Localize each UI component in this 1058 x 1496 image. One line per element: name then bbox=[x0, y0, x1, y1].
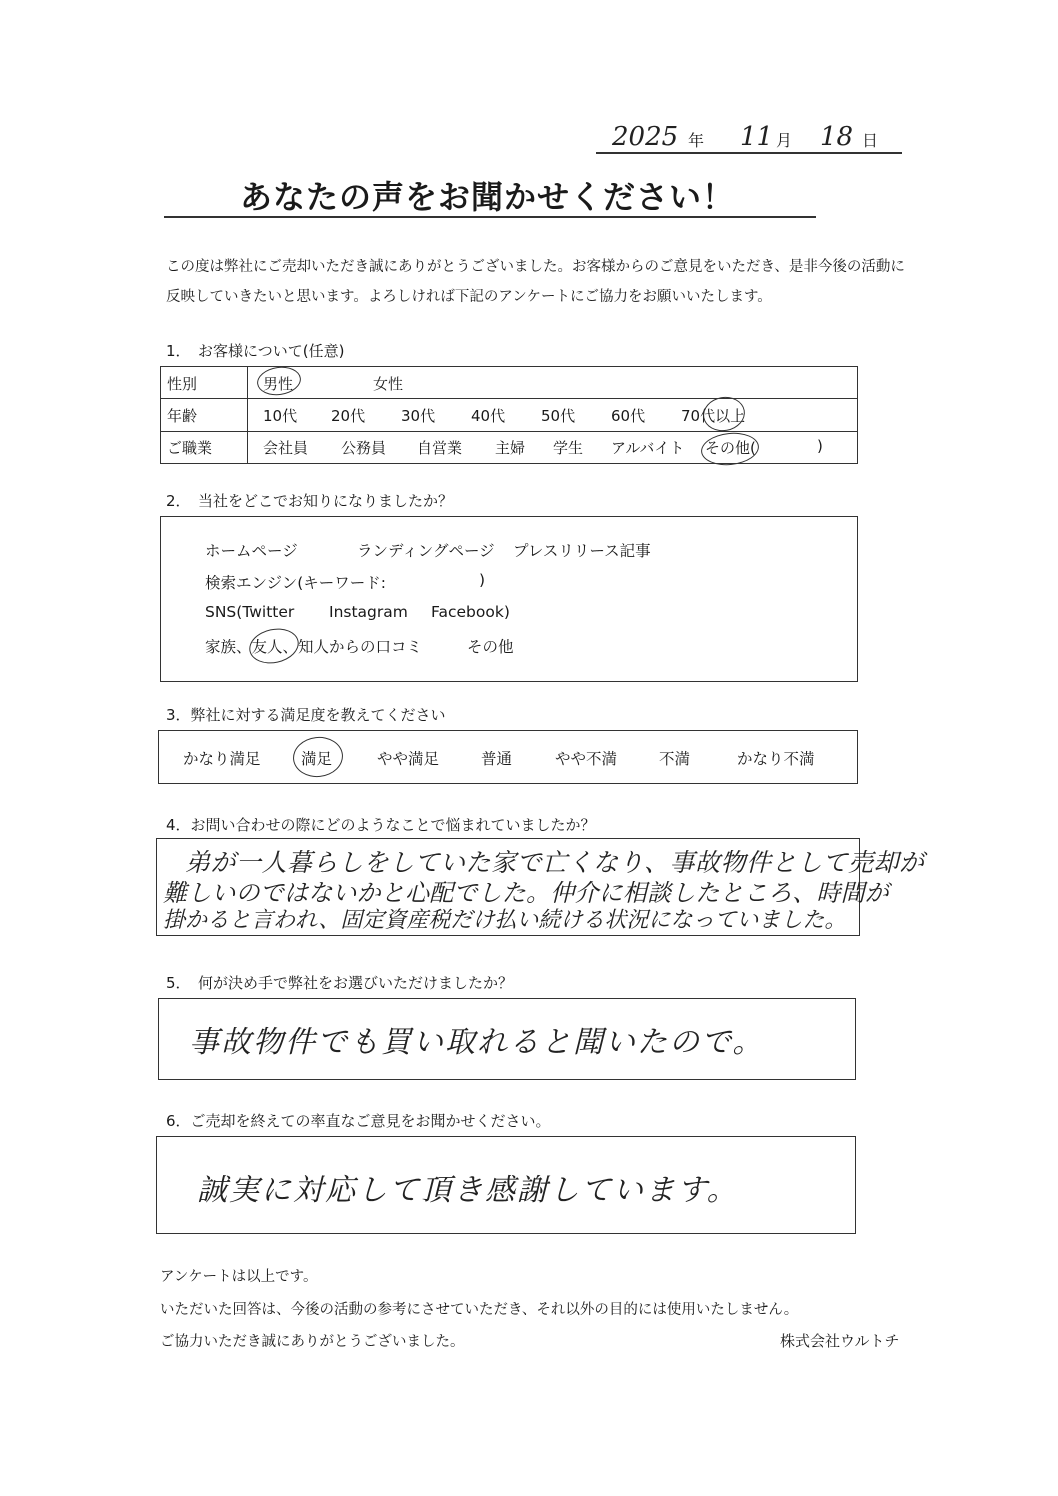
q2-option-instagram[interactable]: Instagram bbox=[329, 603, 408, 621]
q3-option-somewhat-dissatisfied[interactable]: やや不満 bbox=[555, 750, 618, 768]
q1-option-part-time[interactable]: アルバイト bbox=[611, 439, 685, 457]
q1-table bbox=[160, 366, 858, 464]
q3-option-neutral[interactable]: 普通 bbox=[481, 750, 513, 768]
q1-option-age-50[interactable]: 50代 bbox=[541, 407, 576, 425]
date-day: 18 bbox=[820, 122, 854, 152]
q4-heading: 4．お問い合わせの際にどのようなことで悩まれていましたか？ bbox=[166, 816, 596, 834]
date-underline bbox=[596, 152, 902, 154]
q1-option-other[interactable]: その他( bbox=[705, 439, 756, 457]
q3-option-very-satisfied[interactable]: かなり満足 bbox=[183, 750, 261, 768]
q1-label-age: 年齢 bbox=[167, 407, 198, 425]
q1-option-age-20[interactable]: 20代 bbox=[331, 407, 366, 425]
q4-answer-line-1: 弟が一人暮らしをしていた家で亡くなり、事故物件として売却が bbox=[185, 848, 925, 877]
q2-option-homepage[interactable]: ホームページ bbox=[205, 542, 298, 560]
footer-line-2: いただいた回答は、今後の活動の参考にさせていただき、それ以外の目的には使用いたしません。 bbox=[160, 1302, 799, 1318]
q2-heading: 2． 当社をどこでお知りになりましたか？ bbox=[166, 492, 454, 510]
title-underline bbox=[164, 216, 816, 218]
q1-option-age-30[interactable]: 30代 bbox=[401, 407, 436, 425]
q1-option-student[interactable]: 学生 bbox=[553, 439, 584, 457]
selection-circle-70plus bbox=[700, 394, 747, 435]
q2-option-word-of-mouth[interactable]: 家族、友人、知人からの口コミ bbox=[205, 638, 423, 656]
q3-option-very-dissatisfied[interactable]: かなり不満 bbox=[737, 750, 815, 768]
selection-circle-other bbox=[699, 430, 760, 468]
q2-option-sns-twitter[interactable]: SNS(Twitter bbox=[205, 603, 295, 621]
q1-option-female[interactable]: 女性 bbox=[373, 375, 404, 393]
intro-line-2: 反映していきたいと思います。よろしければ下記のアンケートにご協力をお願いいたします。 bbox=[166, 289, 772, 305]
q6-heading: 6．ご売却を終えての率直なご意見をお聞かせください。 bbox=[166, 1112, 551, 1130]
q1-option-company-employee[interactable]: 会社員 bbox=[263, 439, 309, 457]
q1-option-other-close: ) bbox=[817, 437, 823, 455]
q4-answer-line-3: 掛かると言われ、固定資産税だけ払い続ける状況になっていました。 bbox=[163, 908, 847, 933]
q1-row-divider bbox=[161, 398, 857, 399]
page-title: あなたの声をお聞かせください！ bbox=[240, 178, 736, 216]
q3-option-somewhat-satisfied[interactable]: やや満足 bbox=[377, 750, 440, 768]
date-year-unit: 年 bbox=[688, 131, 705, 150]
q1-option-homemaker[interactable]: 主婦 bbox=[495, 439, 526, 457]
selection-circle-satisfied bbox=[291, 734, 345, 779]
q3-option-satisfied[interactable]: 満足 bbox=[301, 750, 333, 768]
q2-option-facebook[interactable]: Facebook) bbox=[431, 603, 510, 621]
q1-option-age-60[interactable]: 60代 bbox=[611, 407, 646, 425]
footer-line-1: アンケートは以上です。 bbox=[160, 1269, 318, 1285]
q2-option-landing-page[interactable]: ランディングページ bbox=[357, 542, 495, 560]
q1-option-self-employed[interactable]: 自営業 bbox=[417, 439, 463, 457]
q5-heading: 5． 何が決め手で弊社をお選びいただけましたか？ bbox=[166, 974, 514, 992]
footer-line-3: ご協力いただき誠にありがとうございました。 bbox=[160, 1334, 465, 1350]
q5-answer: 事故物件でも買い取れると聞いたので。 bbox=[189, 1025, 765, 1060]
q1-option-age-70plus[interactable]: 70代以上 bbox=[681, 407, 746, 425]
q2-box bbox=[160, 516, 858, 682]
date-year: 2025 bbox=[612, 122, 679, 152]
q2-option-search-engine[interactable]: 検索エンジン(キーワード: bbox=[205, 574, 386, 592]
q1-label-occupation: ご職業 bbox=[167, 439, 213, 457]
date-month-unit: 月 bbox=[776, 131, 793, 150]
date-day-unit: 日 bbox=[862, 131, 879, 150]
date-month: 11 bbox=[740, 122, 774, 152]
intro-line-1: この度は弊社にご売却いただき誠にありがとうございました。お客様からのご意見をいただき、是非今後の活動に bbox=[166, 259, 905, 275]
selection-circle-friend bbox=[246, 624, 302, 668]
q5-answer-box bbox=[158, 998, 856, 1080]
q6-answer-box bbox=[156, 1136, 856, 1234]
q3-option-dissatisfied[interactable]: 不満 bbox=[659, 750, 691, 768]
q2-option-other[interactable]: その他 bbox=[467, 638, 514, 656]
company-name: 株式会社ウルトチ bbox=[780, 1332, 900, 1350]
q1-row-divider bbox=[161, 431, 857, 432]
q4-answer-line-2: 難しいのではないかと心配でした。仲介に相談したところ、時間が bbox=[163, 879, 889, 907]
q1-option-male[interactable]: 男性 bbox=[263, 375, 294, 393]
q1-heading: 1． お客様について(任意) bbox=[166, 342, 345, 360]
q1-label-gender: 性別 bbox=[167, 375, 198, 393]
q2-search-close-paren: ) bbox=[479, 571, 486, 589]
q4-answer-box bbox=[156, 838, 925, 936]
q6-answer: 誠実に対応して頂き感謝しています。 bbox=[197, 1173, 739, 1208]
q2-option-press-release[interactable]: プレスリリース記事 bbox=[513, 542, 651, 560]
q3-box bbox=[158, 730, 858, 784]
q3-heading: 3．弊社に対する満足度を教えてください bbox=[166, 706, 446, 724]
q1-col-divider bbox=[247, 367, 248, 463]
q1-option-age-10[interactable]: 10代 bbox=[263, 407, 298, 425]
q1-option-civil-servant[interactable]: 公務員 bbox=[341, 439, 387, 457]
q1-option-age-40[interactable]: 40代 bbox=[471, 407, 506, 425]
